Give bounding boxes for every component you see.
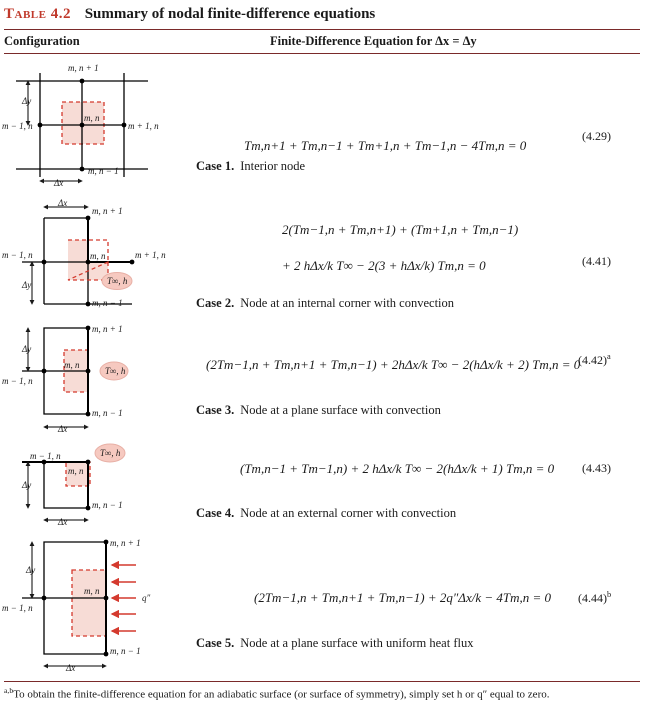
column-head-equation: Finite-Difference Equation for Δx = Δy (270, 34, 477, 48)
footer-rule (4, 681, 640, 682)
case2-caption (196, 296, 454, 311)
case5-label: Case 5. (196, 636, 235, 650)
table-caption: Summary of nodal finite-difference equations (84, 6, 376, 22)
case4-label-left: m − 1, n (30, 451, 61, 461)
case3-label-center: m, n (64, 360, 80, 370)
case3-caption (196, 403, 441, 418)
case3-diagram (2, 324, 128, 434)
case4-label-bottom: m, n − 1 (92, 500, 123, 510)
case3-eq-number-wrap (578, 352, 611, 368)
case1-label-bottom: m, n − 1 (88, 166, 119, 176)
case2-eq-number: (4.41) (582, 254, 611, 268)
case2-equation-line2: + 2 hΔx/k T∞ − 2(3 + hΔx/k) Tm,n = 0 (282, 258, 486, 273)
case1-label-center: m, n (84, 113, 100, 123)
case2-equation-line1: 2(Tm−1,n + Tm,n+1) + (Tm+1,n + Tm,n−1) (282, 222, 519, 237)
case2-label-conv: T∞, h (107, 276, 128, 286)
case4-label-conv: T∞, h (100, 448, 121, 458)
case5-eq-number-wrap (578, 590, 611, 606)
case5-eq-number: (4.44) (578, 591, 607, 605)
case3-eq-sup: a (607, 352, 611, 361)
case4-label-dy: Δy (22, 480, 32, 490)
case4-text: Node at an external corner with convection (240, 506, 457, 520)
case3-label-dy: Δy (22, 344, 32, 354)
case2-label-dy: Δy (22, 280, 32, 290)
case5-label-top: m, n + 1 (110, 538, 141, 548)
case5-label-bottom: m, n − 1 (110, 646, 141, 656)
case5-label-center: m, n (84, 586, 100, 596)
case5-text: Node at a plane surface with uniform heat flux (240, 636, 474, 650)
case1-caption (196, 159, 305, 174)
case5-heat-flux-arrows (112, 565, 136, 631)
case1-equation: Tm,n+1 + Tm,n−1 + Tm+1,n + Tm−1,n − 4Tm,n = 0 (244, 138, 527, 153)
case5-caption (196, 636, 473, 651)
case4-label-center: m, n (68, 466, 84, 476)
case5-label-dx: Δx (66, 663, 76, 673)
footnote (4, 686, 549, 701)
case2-label-dx: Δx (58, 198, 68, 208)
case5-equation: (2Tm−1,n + Tm,n+1 + Tm,n−1) + 2q″Δx/k − 4Tm,n = 0 (254, 590, 552, 605)
case1-text: Interior node (240, 159, 306, 173)
case2-diagram (2, 198, 166, 308)
case1-label-top: m, n + 1 (68, 63, 99, 73)
case2-label-right: m + 1, n (135, 250, 166, 260)
case4-label-dx: Δx (58, 517, 68, 527)
column-head-configuration: Configuration (4, 34, 80, 48)
case1-diagram (2, 63, 159, 188)
case2-label-center: m, n (90, 251, 106, 261)
case2-label-left: m − 1, n (2, 250, 33, 260)
case1-label-dx: Δx (54, 178, 64, 188)
case1-label-right: m + 1, n (128, 121, 159, 131)
case5-diagram (2, 538, 151, 673)
case4-equation: (Tm,n−1 + Tm−1,n) + 2 hΔx/k T∞ − 2(hΔx/k + 1) Tm,n = 0 (240, 461, 555, 476)
case3-eq-number: (4.42) (578, 353, 607, 367)
case2-label: Case 2. (196, 296, 235, 310)
case4-diagram (21, 444, 125, 527)
case2-label-top: m, n + 1 (92, 206, 123, 216)
case5-control-volume (72, 570, 106, 636)
case3-label: Case 3. (196, 403, 235, 417)
case1-label: Case 1. (196, 159, 235, 173)
case3-label-top: m, n + 1 (92, 324, 123, 334)
case5-label-dy: Δy (26, 565, 36, 575)
case3-label-conv: T∞, h (105, 366, 126, 376)
case1-label-dy: Δy (22, 96, 32, 106)
case3-text: Node at a plane surface with convection (240, 403, 441, 417)
case3-label-dx: Δx (58, 424, 68, 434)
case4-caption (196, 506, 456, 521)
case1-label-left: m − 1, n (2, 121, 33, 131)
case2-label-bottom: m, n − 1 (92, 298, 123, 308)
table-number: Table 4.2 (4, 6, 71, 22)
case5-label-left: m − 1, n (2, 603, 33, 613)
case1-eq-number: (4.29) (582, 129, 611, 143)
case2-text: Node at an internal corner with convection (240, 296, 455, 310)
footnote-text: To obtain the finite-difference equation for an adiabatic surface (or surface of symmetry), simply set h or q″ equal to zero. (13, 688, 550, 701)
case4-eq-number: (4.43) (582, 461, 611, 475)
case5-eq-sup: b (607, 590, 612, 599)
case3-equation: (2Tm−1,n + Tm,n+1 + Tm,n−1) + 2hΔx/k T∞ − 2(hΔx/k + 2) Tm,n = 0 (206, 357, 581, 372)
case4-label: Case 4. (196, 506, 235, 520)
case3-label-bottom: m, n − 1 (92, 408, 123, 418)
case3-label-left: m − 1, n (2, 376, 33, 386)
footnote-marker: a,b (4, 686, 14, 695)
case5-label-flux: q″ (142, 593, 151, 603)
